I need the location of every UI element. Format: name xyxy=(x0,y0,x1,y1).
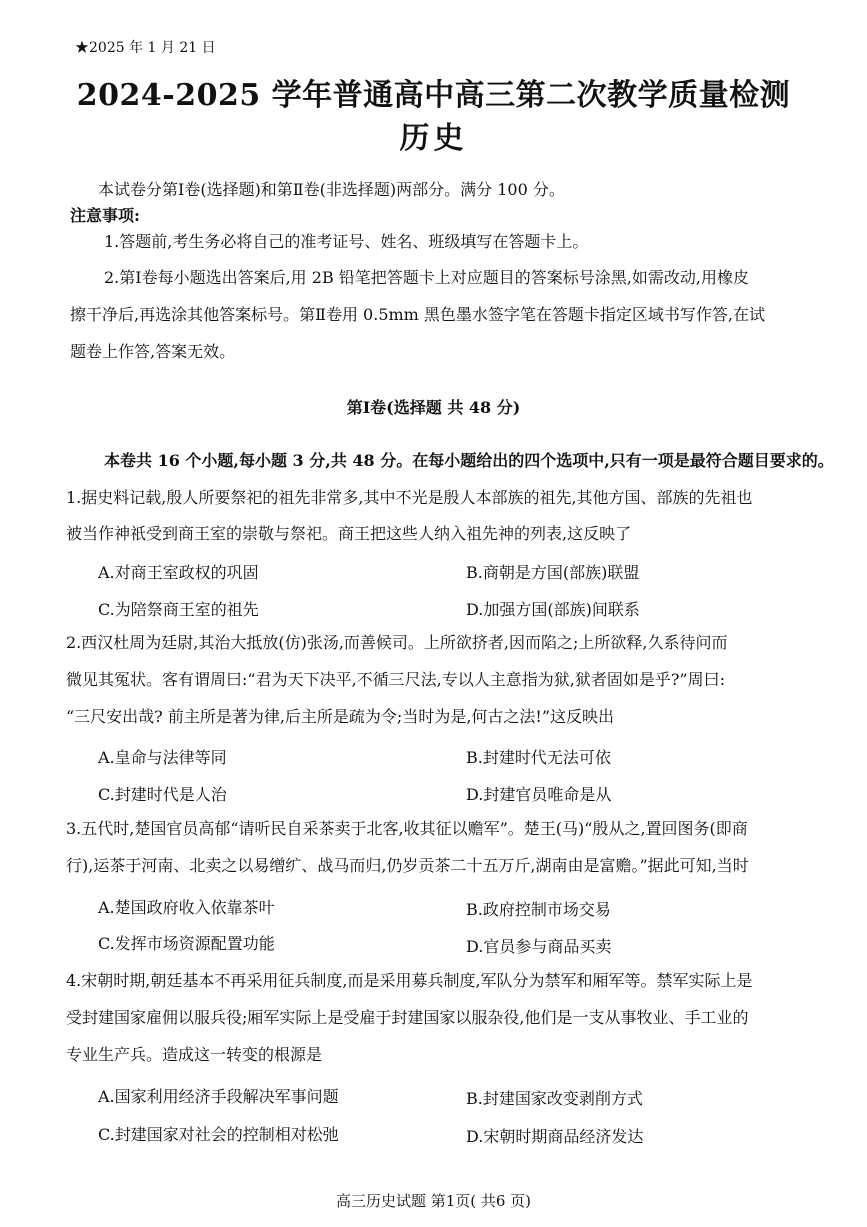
question-3-option-d: D.官员参与商品买卖 xyxy=(466,937,612,956)
question-4-line-2: 受封建国家雇佣以服兵役;厢军实际上是受雇于封建国家以服杂役,他们是一支从事牧业、手工业的 xyxy=(66,1008,749,1027)
question-2-option-d: D.封建官员唯命是从 xyxy=(466,785,612,804)
question-4-line-3: 专业生产兵。造成这一转变的根源是 xyxy=(66,1045,323,1064)
question-1-option-b: B.商朝是方国(部族)联盟 xyxy=(466,563,640,582)
exam-title: 2024-2025 学年普通高中高三第二次教学质量检测 xyxy=(76,78,791,113)
question-3-line-2: 行),运茶于河南、北卖之以易缯纩、战马而归,仍岁贡茶二十五万斤,湖南由是富赡。”据此可知,当时 xyxy=(66,856,749,875)
question-1-option-c: C.为陪祭商王室的祖先 xyxy=(98,600,259,619)
section-title: 第Ⅰ卷(选择题 共 48 分) xyxy=(346,398,521,417)
question-4-option-d: D.宋朝时期商品经济发达 xyxy=(466,1127,644,1146)
question-4-option-c: C.封建国家对社会的控制相对松弛 xyxy=(98,1125,339,1144)
question-2-option-a: A.皇命与法律等同 xyxy=(98,748,227,767)
notice-heading: 注意事项: xyxy=(70,206,140,225)
section-instruction: 本卷共 16 个小题,每小题 3 分,共 48 分。在每小题给出的四个选项中,只有一项是最符合题目要求的。 xyxy=(104,451,834,470)
question-2-option-b: B.封建时代无法可依 xyxy=(466,748,611,767)
question-4-line-1: 4.宋朝时期,朝廷基本不再采用征兵制度,而是采用募兵制度,军队分为禁军和厢军等。禁军实际上是 xyxy=(66,971,753,990)
question-3-option-c: C.发挥市场资源配置功能 xyxy=(98,934,275,953)
question-1-line-1: 1.据史料记载,殷人所要祭祀的祖先非常多,其中不光是殷人本部族的祖先,其他方国、部族的先祖也 xyxy=(66,488,753,507)
notice-item-2-line-3: 题卷上作答,答案无效。 xyxy=(70,342,236,361)
question-4-option-b: B.封建国家改变剥削方式 xyxy=(466,1089,643,1108)
question-1-line-2: 被当作神祇受到商王室的崇敬与祭祀。商王把这些人纳入祖先神的列表,这反映了 xyxy=(66,524,632,543)
notice-item-2-line-2: 擦干净后,再选涂其他答案标号。第Ⅱ卷用 0.5mm 黑色墨水签字笔在答题卡指定区域书写作答,在试 xyxy=(70,305,766,324)
question-2-line-1: 2.西汉杜周为廷尉,其治大抵放(仿)张汤,而善候司。上所欲挤者,因而陷之;上所欲释,久系待问而 xyxy=(66,633,728,652)
intro-text: 本试卷分第Ⅰ卷(选择题)和第Ⅱ卷(非选择题)两部分。满分 100 分。 xyxy=(98,180,565,199)
exam-date: ★2025 年 1 月 21 日 xyxy=(75,40,216,56)
question-3-option-a: A.楚国政府收入依靠茶叶 xyxy=(98,898,275,917)
exam-subject: 历史 xyxy=(399,121,468,156)
question-2-option-c: C.封建时代是人治 xyxy=(98,785,227,804)
question-1-option-d: D.加强方国(部族)间联系 xyxy=(466,600,640,619)
question-2-line-3: “三尺安出哉? 前主所是著为律,后主所是疏为令;当时为是,何古之法!”这反映出 xyxy=(66,707,615,726)
question-1-option-a: A.对商王室政权的巩固 xyxy=(98,563,259,582)
question-3-option-b: B.政府控制市场交易 xyxy=(466,900,611,919)
page-footer: 高三历史试题 第1页( 共6 页) xyxy=(335,1192,532,1210)
question-2-line-2: 微见其冤状。客有谓周曰:“君为天下决平,不循三尺法,专以人主意指为狱,狱者固如是乎?”周曰: xyxy=(66,670,725,689)
notice-item-2-line-1: 2.第Ⅰ卷每小题选出答案后,用 2B 铅笔把答题卡上对应题目的答案标号涂黑,如需改动,用橡皮 xyxy=(104,268,749,287)
notice-item-1: 1.答题前,考生务必将自己的准考证号、姓名、班级填写在答题卡上。 xyxy=(104,232,589,251)
question-4-option-a: A.国家利用经济手段解决军事问题 xyxy=(98,1087,339,1106)
question-3-line-1: 3.五代时,楚国官员高郁“请听民自采茶卖于北客,收其征以赡军”。楚王(马)“殷从之,置回图务(即商 xyxy=(66,819,748,838)
